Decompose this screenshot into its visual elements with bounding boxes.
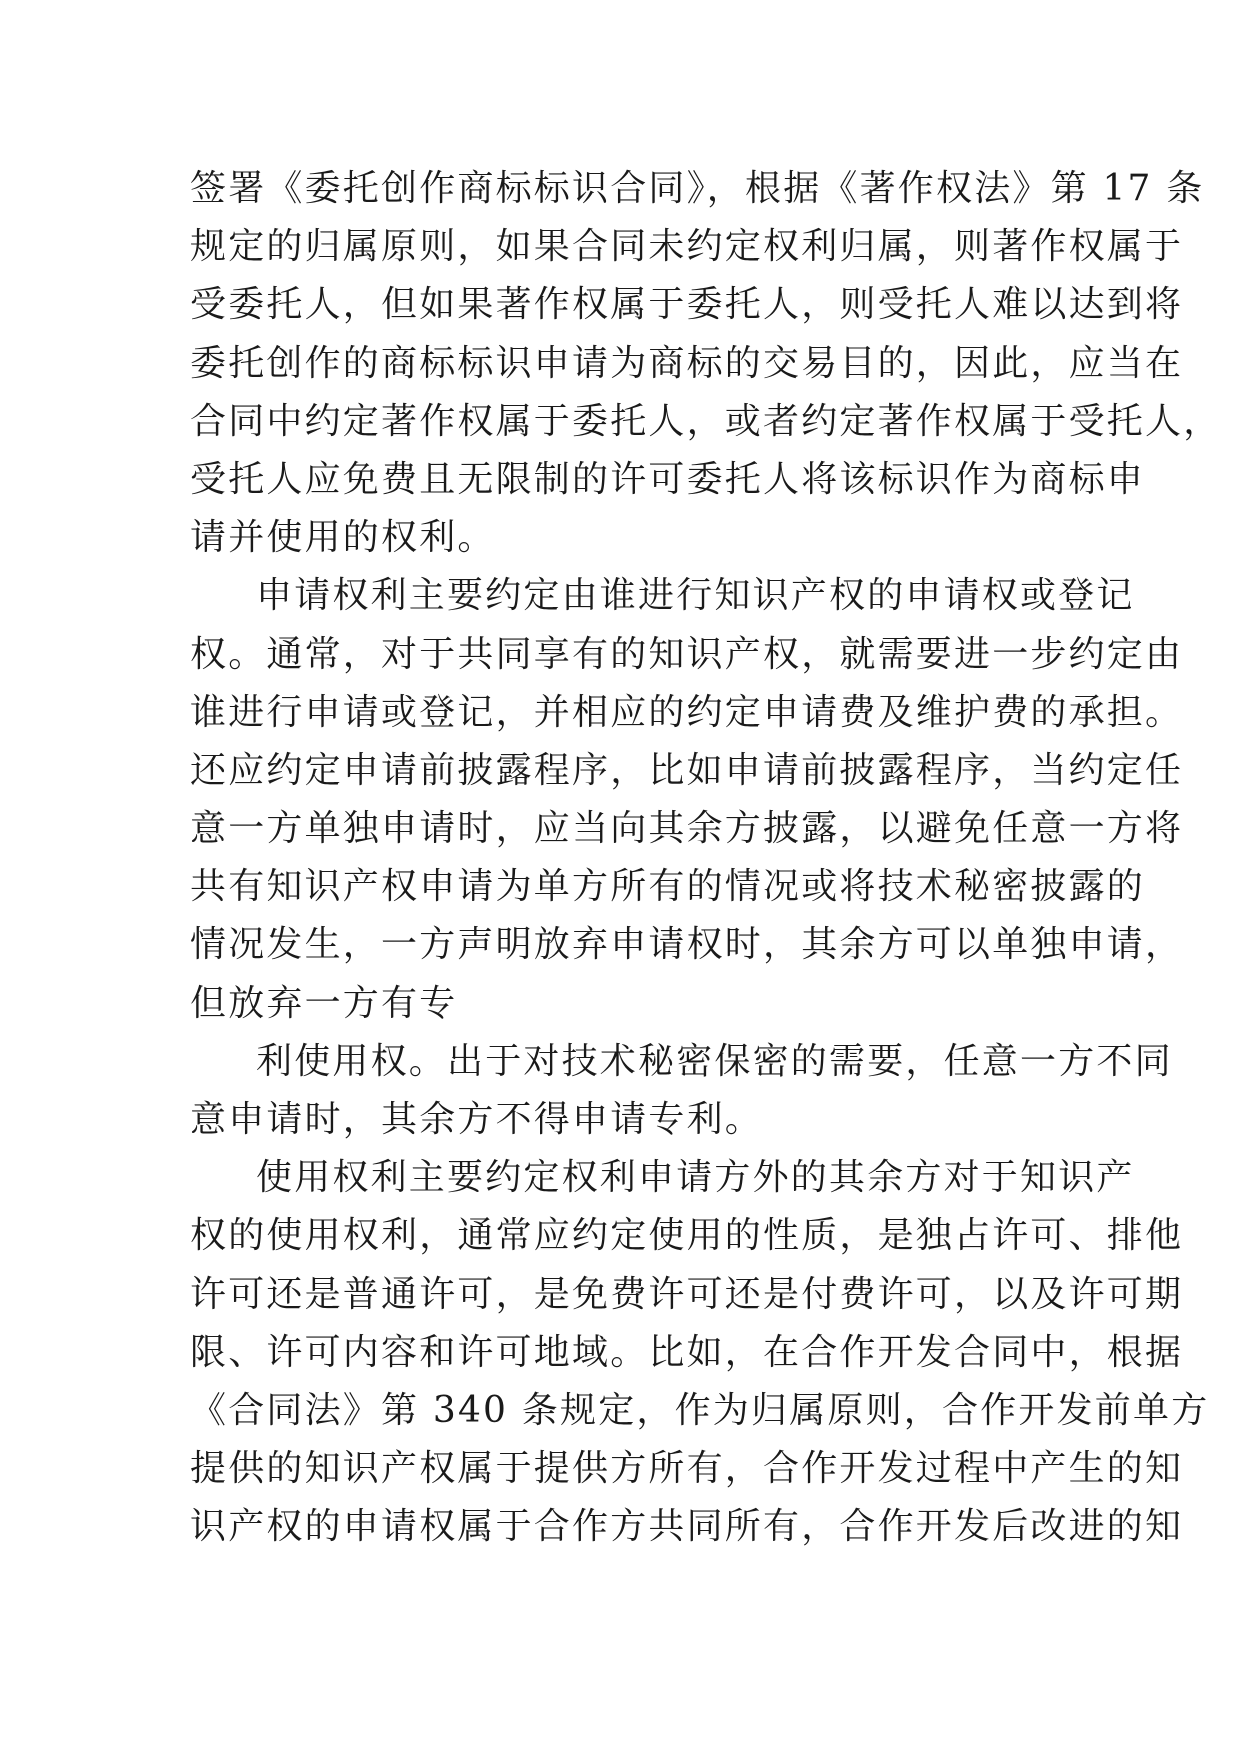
text-line: 许可还是普通许可，是免费许可还是付费许可，以及许可期 [190,1273,1184,1315]
text-line: 合同中约定著作权属于委托人，或者约定著作权属于受托人， [190,400,1222,442]
text-line: 还应约定申请前披露程序，比如申请前披露程序，当约定任 [190,749,1184,791]
text-line: 权的使用权利，通常应约定使用的性质，是独占许可、排他 [190,1215,1184,1257]
text-line: 情况发生，一方声明放弃申请权时，其余方可以单独申请， [190,924,1184,966]
text-line: 委托创作的商标标识申请为商标的交易目的，因此，应当在 [190,342,1184,384]
text-line: 意申请时，其余方不得申请专利。 [190,1099,764,1140]
text-line: 但放弃一方有专 [190,982,458,1024]
text-line: 谁进行申请或登记，并相应的约定申请费及维护费的承担。 [190,691,1184,733]
text-line: 共有知识产权申请为单方所有的情况或将技术秘密披露的 [190,866,1146,908]
paragraph-start-line: 使用权利主要约定权利申请方外的其余方对于知识产 [256,1157,1135,1199]
text-line: 限、许可内容和许可地域。比如，在合作开发合同中，根据 [190,1331,1184,1373]
text-line: 权。通常，对于共同享有的知识产权，就需要进一步约定由 [190,633,1184,675]
text-line: 提供的知识产权属于提供方所有，合作开发过程中产生的知 [190,1448,1184,1490]
text-line: 签署《委托创作商标标识合同》，根据《著作权法》第 17 条 [190,168,1205,209]
text-line: 请并使用的权利。 [190,517,496,559]
text-line: 受委托人，但如果著作权属于委托人，则受托人难以达到将 [190,284,1184,326]
text-line: 意一方单独申请时，应当向其余方披露，以避免任意一方将 [190,808,1184,850]
paragraph-start-line: 利使用权。出于对技术秘密保密的需要，任意一方不同 [256,1040,1173,1082]
paragraph-start-line: 申请权利主要约定由谁进行知识产权的申请权或登记 [256,575,1135,617]
text-line: 《合同法》第 340 条规定，作为归属原则，合作开发前单方 [190,1389,1210,1431]
body-text [190,160,1222,1557]
text-line: 识产权的申请权属于合作方共同所有，合作开发后改进的知 [190,1506,1184,1548]
text-line: 规定的归属原则，如果合同未约定权利归属，则著作权属于 [190,226,1184,268]
text-line: 受托人应免费且无限制的许可委托人将该标识作为商标申 [190,458,1146,500]
